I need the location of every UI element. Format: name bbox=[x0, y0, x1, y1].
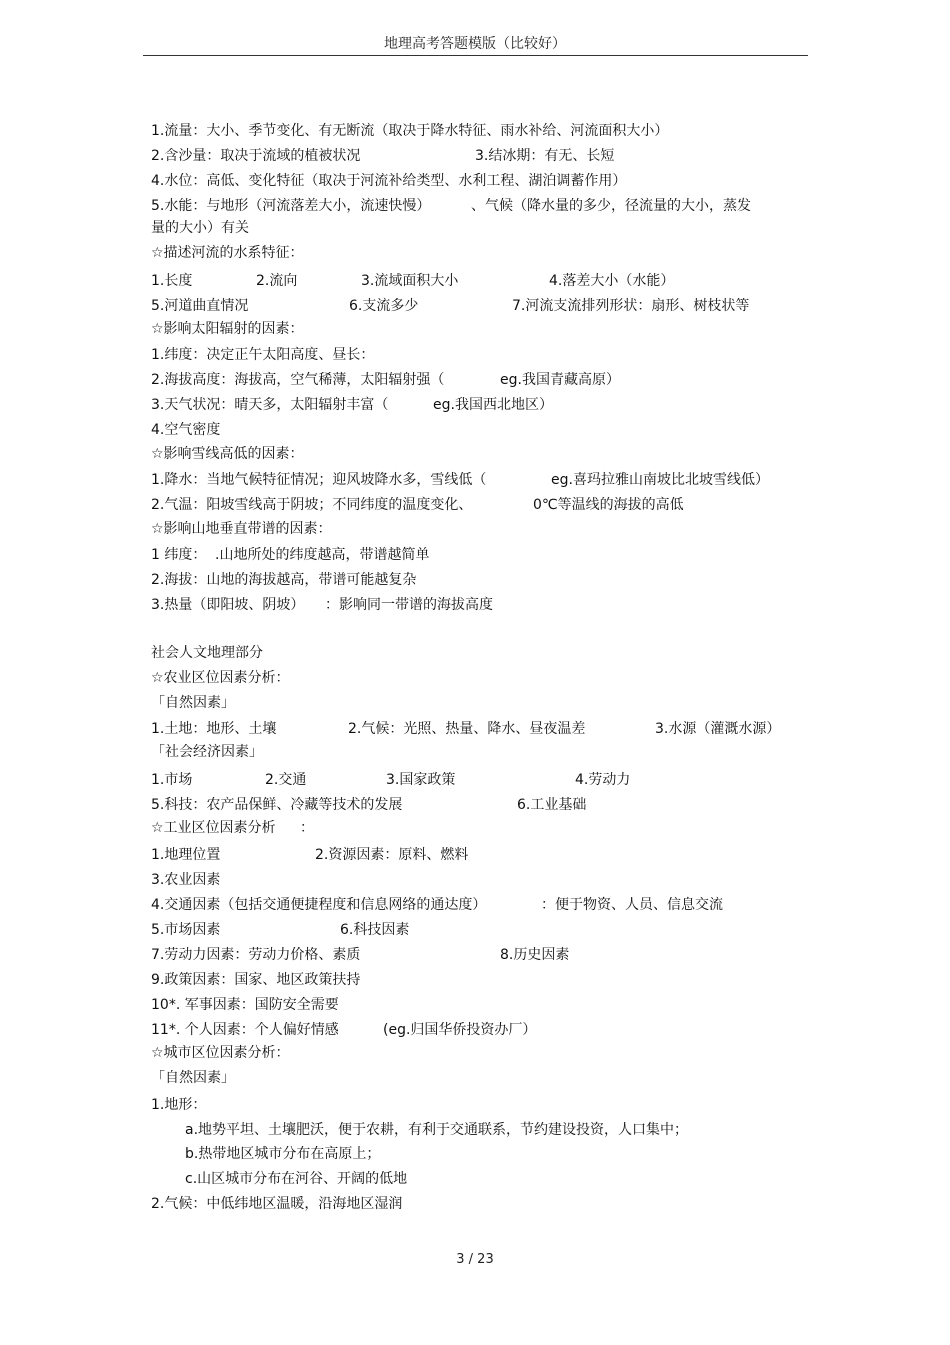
text-line: 1.市场 2.交通 3.国家政策 4.劳动力 bbox=[151, 772, 631, 788]
section-heading: ☆城市区位因素分析： bbox=[151, 1045, 290, 1061]
text-line: 量的大小）有关 bbox=[151, 220, 249, 236]
text-line: 3.热量（即阳坡、阴坡） ：影响同一带谱的海拔高度 bbox=[151, 597, 493, 613]
text-line: 1.纬度：决定正午太阳高度、昼长： bbox=[151, 347, 375, 363]
text-line: 2.海拔高度：海拔高，空气稀薄，太阳辐射强（ eg.我国青藏高原） bbox=[151, 372, 620, 388]
text-line: 1.土地：地形、土壤 2.气候：光照、热量、降水、昼夜温差 3.水源（灌溉水源） bbox=[151, 721, 781, 737]
section-heading: ☆工业区位因素分析 ： bbox=[151, 820, 314, 836]
text-line: 5.河道曲直情况 6.支流多少 7.河流支流排列形状：扇形、树枝状等 bbox=[151, 298, 750, 314]
text-line: 11*. 个人因素：个人偏好情感 (eg.归国华侨投资办厂） bbox=[151, 1022, 537, 1038]
header-rule bbox=[143, 55, 808, 56]
text-line: 1.地形： bbox=[151, 1097, 207, 1113]
text-line: 4.空气密度 bbox=[151, 422, 221, 438]
section-heading: ☆影响雪线高低的因素： bbox=[151, 446, 304, 462]
page-number: 3 / 23 bbox=[456, 1252, 494, 1267]
text-line: 4.交通因素（包括交通便捷程度和信息网络的通达度） ：便于物资、人员、信息交流 bbox=[151, 897, 723, 913]
page-header-title: 地理高考答题模版（比较好） bbox=[384, 36, 566, 52]
text-line: 2.气候：中低纬地区温暖，沿海地区湿润 bbox=[151, 1196, 403, 1212]
section-heading: ☆影响太阳辐射的因素： bbox=[151, 321, 304, 337]
subsection-heading: 「自然因素」 bbox=[151, 695, 235, 711]
text-line: 10*. 军事因素：国防安全需要 bbox=[151, 997, 339, 1013]
text-line: 4.水位：高低、变化特征（取决于河流补给类型、水利工程、湖泊调蓄作用） bbox=[151, 173, 627, 189]
text-line: 9.政策因素：国家、地区政策扶持 bbox=[151, 972, 361, 988]
text-line: 2.气温：阳坡雪线高于阴坡；不同纬度的温度变化、 0℃等温线的海拔的高低 bbox=[151, 497, 684, 513]
text-line: 5.水能：与地形（河流落差大小，流速快慢） 、气候（降水量的多少，径流量的大小，蒸发 bbox=[151, 198, 751, 214]
text-line: 1.流量：大小、季节变化、有无断流（取决于降水特征、雨水补给、河流面积大小） bbox=[151, 123, 669, 139]
text-line: c.山区城市分布在河谷、开阔的低地 bbox=[185, 1171, 408, 1187]
text-line: 1 纬度： .山地所处的纬度越高，带谱越简单 bbox=[151, 547, 430, 563]
text-line: 3.农业因素 bbox=[151, 872, 221, 888]
text-line: 3.天气状况：晴天多，太阳辐射丰富（ eg.我国西北地区） bbox=[151, 397, 553, 413]
text-line: a.地势平坦、土壤肥沃，便于农耕，有利于交通联系，节约建设投资，人口集中； bbox=[185, 1122, 689, 1138]
part-heading: 社会人文地理部分 bbox=[151, 645, 263, 661]
text-line: 1.地理位置 2.资源因素：原料、燃料 bbox=[151, 847, 469, 863]
text-line: 1.长度 2.流向 3.流域面积大小 4.落差大小（水能） bbox=[151, 273, 675, 289]
text-line: 7.劳动力因素：劳动力价格、素质 8.历史因素 bbox=[151, 947, 570, 963]
text-line: b.热带地区城市分布在高原上； bbox=[185, 1146, 381, 1162]
section-heading: ☆描述河流的水系特征： bbox=[151, 245, 304, 261]
text-line: 5.市场因素 6.科技因素 bbox=[151, 922, 410, 938]
text-line: 1.降水：当地气候特征情况；迎风坡降水多，雪线低（ eg.喜玛拉雅山南坡比北坡雪线低） bbox=[151, 472, 769, 488]
text-line: 2.海拔：山地的海拔越高，带谱可能越复杂 bbox=[151, 572, 417, 588]
subsection-heading: 「社会经济因素」 bbox=[151, 744, 263, 760]
text-line: 5.科技：农产品保鲜、冷藏等技术的发展 6.工业基础 bbox=[151, 797, 587, 813]
text-line: 2.含沙量：取决于流域的植被状况 3.结冰期：有无、长短 bbox=[151, 148, 615, 164]
subsection-heading: 「自然因素」 bbox=[151, 1070, 235, 1086]
section-heading: ☆影响山地垂直带谱的因素： bbox=[151, 521, 332, 537]
section-heading: ☆农业区位因素分析： bbox=[151, 670, 290, 686]
